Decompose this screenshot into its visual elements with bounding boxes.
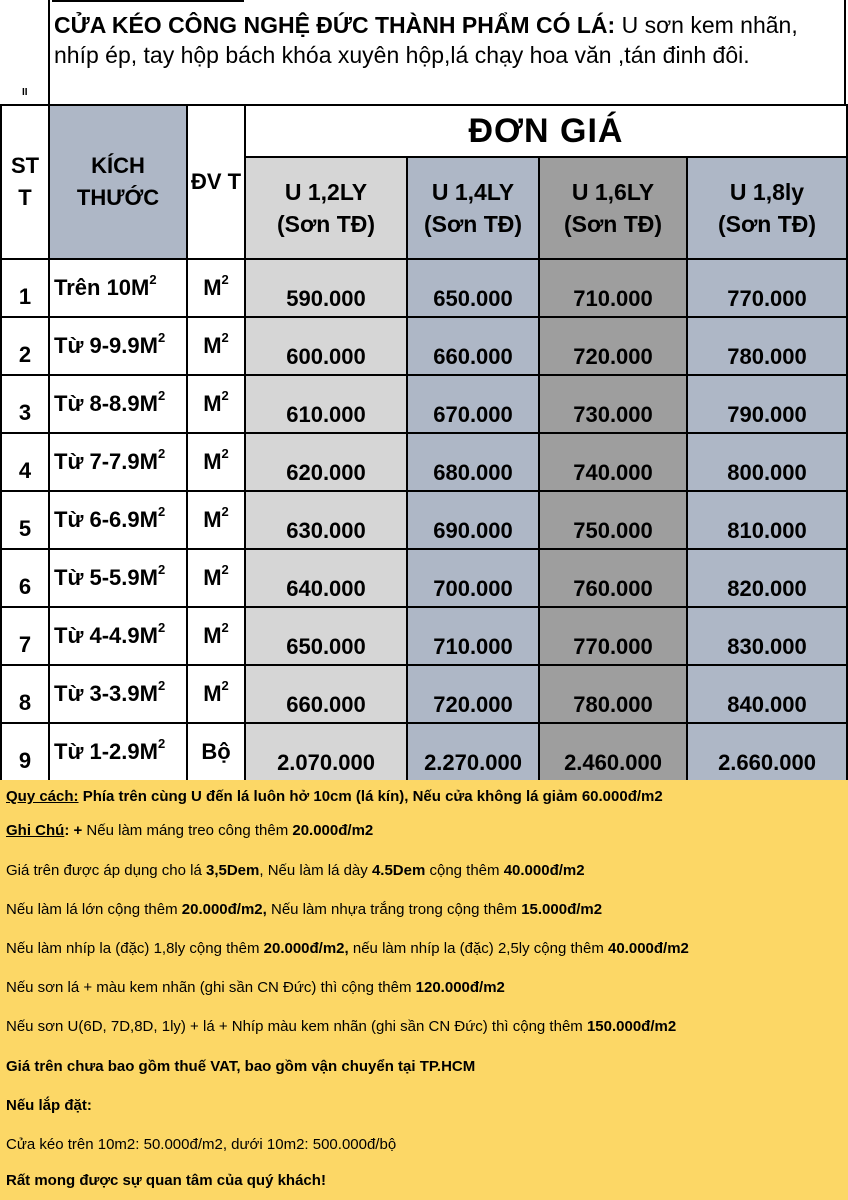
note7-b: 150.000đ/m2 — [586, 1018, 677, 1035]
table-row — [1, 607, 847, 665]
row-price-4: 820.000 — [687, 549, 847, 607]
row-price-3: 770.000 — [539, 607, 687, 665]
header-unit: ĐV T — [187, 105, 245, 259]
row-price-1: 640.000 — [245, 549, 407, 607]
price-table — [0, 104, 848, 782]
row-stt: 9 — [1, 723, 49, 781]
header-col-3-line2: (Sơn TĐ) — [563, 211, 663, 237]
row-size — [49, 607, 187, 665]
row-size — [49, 375, 187, 433]
header-col-1-line1: U 1,2LY — [284, 179, 368, 205]
table-row — [1, 375, 847, 433]
product-title-rest: U sơn kem nhãn, nhíp ép, tay hộp bách khóa xuyên hộp,lá chạy hoa văn ,tán đinh đôi. — [54, 12, 798, 68]
row-unit — [187, 723, 245, 781]
row-price-3: 780.000 — [539, 665, 687, 723]
note-large-leaf — [6, 901, 602, 918]
note5-b: 20.000đ/m2, — [263, 940, 349, 957]
header-col-4 — [687, 157, 847, 259]
row-unit-sup: 2 — [221, 504, 229, 519]
note-spec-text: Phía trên cùng U đến lá luôn hở 10cm (lá kín), Nếu cửa không lá giảm 60.000đ/m2 — [78, 788, 663, 805]
table-row — [1, 433, 847, 491]
note3-a: Giá trên được áp dụng cho lá — [6, 862, 206, 879]
row-size-text: Từ 9-9.9M — [54, 333, 158, 358]
header-col-2-line2: (Sơn TĐ) — [423, 211, 523, 237]
table-row — [1, 723, 847, 781]
header-col-1 — [245, 157, 407, 259]
row-price-3: 2.460.000 — [539, 723, 687, 781]
header-col-3 — [539, 157, 687, 259]
row-unit-text: M — [203, 391, 222, 416]
row-size-sup: 2 — [157, 504, 166, 519]
note3-c: , Nếu làm lá dày — [259, 862, 372, 879]
row-price-3: 760.000 — [539, 549, 687, 607]
row-price-4: 810.000 — [687, 491, 847, 549]
header-col-1-line2: (Sơn TĐ) — [276, 211, 376, 237]
note-spec — [6, 788, 663, 805]
row-price-4: 2.660.000 — [687, 723, 847, 781]
row-stt: 6 — [1, 549, 49, 607]
row-size-sup: 2 — [157, 736, 166, 751]
row-price-1: 660.000 — [245, 665, 407, 723]
row-stt: 2 — [1, 317, 49, 375]
row-stt: 1 — [1, 259, 49, 317]
row-size-text: Trên 10M — [54, 275, 150, 300]
note5-c: nếu làm nhíp la (đặc) 2,5ly cộng thêm — [348, 940, 609, 957]
product-title-bold: CỬA KÉO CÔNG NGHỆ ĐỨC THÀNH PHẨM CÓ LÁ: — [54, 12, 616, 38]
row-price-4: 790.000 — [687, 375, 847, 433]
note-remark — [6, 822, 373, 839]
row-price-1: 590.000 — [245, 259, 407, 317]
row-stt: 4 — [1, 433, 49, 491]
row-size-sup: 2 — [157, 678, 166, 693]
row-unit — [187, 549, 245, 607]
table-row — [1, 665, 847, 723]
row-stt: 8 — [1, 665, 49, 723]
note4-b: 20.000đ/m2, — [181, 901, 267, 918]
row-price-2: 690.000 — [407, 491, 539, 549]
title-row — [0, 0, 846, 106]
row-size-sup: 2 — [157, 446, 166, 461]
row-size — [49, 665, 187, 723]
table-row — [1, 549, 847, 607]
note-remark-b: Nếu làm máng treo công thêm — [86, 822, 293, 839]
row-price-2: 720.000 — [407, 665, 539, 723]
note-leaf-thickness — [6, 862, 585, 879]
row-price-4: 840.000 — [687, 665, 847, 723]
header-col-3-line1: U 1,6LY — [571, 179, 655, 205]
row-unit — [187, 317, 245, 375]
note7-a: Nếu sơn U(6D, 7D,8D, 1ly) + lá + Nhíp màu kem nhãn (ghi sần CN Đức) thì cộng thêm — [6, 1018, 587, 1035]
row-stt: 7 — [1, 607, 49, 665]
row-unit-sup: 2 — [221, 272, 229, 287]
header-col-2-line1: U 1,4LY — [431, 179, 515, 205]
header-unit-price: ĐƠN GIÁ — [245, 105, 847, 157]
note-paint-leaf — [6, 979, 505, 996]
row-price-3: 740.000 — [539, 433, 687, 491]
row-unit — [187, 259, 245, 317]
row-size-sup: 2 — [157, 388, 166, 403]
row-size-text: Từ 7-7.9M — [54, 449, 158, 474]
note-remark-a: : + — [64, 822, 87, 839]
note-thanks — [6, 1172, 326, 1189]
row-price-1: 610.000 — [245, 375, 407, 433]
note-spec-label: Quy cách: — [6, 788, 79, 805]
note5-a: Nếu làm nhíp la (đặc) 1,8ly cộng thêm — [6, 940, 264, 957]
product-title — [54, 10, 840, 70]
row-unit-text: Bộ — [201, 739, 231, 764]
header-col-2 — [407, 157, 539, 259]
row-price-4: 830.000 — [687, 607, 847, 665]
row-unit-text: M — [203, 681, 222, 706]
row-size-text: Từ 3-3.9M — [54, 681, 158, 706]
title-left-cell — [0, 0, 50, 104]
row-price-2: 670.000 — [407, 375, 539, 433]
note3-d: 4.5Dem — [371, 862, 426, 879]
row-size — [49, 317, 187, 375]
row-price-4: 770.000 — [687, 259, 847, 317]
row-price-1: 630.000 — [245, 491, 407, 549]
row-unit-sup: 2 — [221, 620, 229, 635]
row-size — [49, 259, 187, 317]
table-row — [1, 317, 847, 375]
table-row — [1, 491, 847, 549]
note6-a: Nếu sơn lá + màu kem nhãn (ghi sần CN Đức) thì cộng thêm — [6, 979, 416, 996]
note4-a: Nếu làm lá lớn cộng thêm — [6, 901, 182, 918]
row-unit — [187, 375, 245, 433]
note-install-text: Nếu lắp đặt: — [6, 1097, 92, 1114]
row-size-text: Từ 4-4.9M — [54, 623, 158, 648]
row-size-sup: 2 — [157, 620, 166, 635]
header-col-4-line1: U 1,8ly — [729, 179, 805, 205]
row-size-text: Từ 1-2.9M — [54, 739, 158, 764]
row-size-text: Từ 5-5.9M — [54, 565, 158, 590]
row-price-3: 730.000 — [539, 375, 687, 433]
row-unit-text: M — [203, 333, 222, 358]
row-size — [49, 491, 187, 549]
row-price-3: 710.000 — [539, 259, 687, 317]
row-stt: 3 — [1, 375, 49, 433]
note-paint-all — [6, 1018, 676, 1035]
row-unit — [187, 433, 245, 491]
row-unit-text: M — [203, 507, 222, 532]
row-price-3: 750.000 — [539, 491, 687, 549]
header-stt: ST T — [1, 105, 49, 259]
row-price-1: 620.000 — [245, 433, 407, 491]
row-unit-text: M — [203, 449, 222, 474]
row-price-2: 660.000 — [407, 317, 539, 375]
row-size — [49, 433, 187, 491]
row-unit — [187, 665, 245, 723]
table-row — [1, 259, 847, 317]
row-unit-sup: 2 — [221, 446, 229, 461]
row-size — [49, 549, 187, 607]
note-install-price-text: Cửa kéo trên 10m2: 50.000đ/m2, dưới 10m2: 500.000đ/bộ — [6, 1136, 397, 1153]
note-install-price — [6, 1136, 396, 1153]
row-price-2: 700.000 — [407, 549, 539, 607]
header-col-4-line2: (Sơn TĐ) — [717, 211, 817, 237]
row-price-2: 2.270.000 — [407, 723, 539, 781]
note-vat-text: Giá trên chưa bao gồm thuế VAT, bao gồm vận chuyển tại TP.HCM — [6, 1058, 476, 1075]
row-price-1: 600.000 — [245, 317, 407, 375]
row-price-3: 720.000 — [539, 317, 687, 375]
row-size-text: Từ 6-6.9M — [54, 507, 158, 532]
row-unit — [187, 491, 245, 549]
header-size: KÍCH THƯỚC — [49, 105, 187, 259]
note3-f: 40.000đ/m2 — [503, 862, 585, 879]
note-clip — [6, 940, 689, 957]
note-remark-c: 20.000đ/m2 — [292, 822, 374, 839]
title-left-mark: II — [22, 87, 28, 98]
row-unit-sup: 2 — [221, 330, 229, 345]
note4-c: Nếu làm nhựa trắng trong cộng thêm — [266, 901, 522, 918]
note-remark-label: Ghi Chú — [6, 822, 65, 839]
row-unit-sup: 2 — [221, 388, 229, 403]
note-install — [6, 1097, 92, 1114]
note-thanks-text: Rất mong được sự quan tâm của quý khách! — [6, 1172, 326, 1189]
row-price-1: 650.000 — [245, 607, 407, 665]
note3-e: cộng thêm — [425, 862, 504, 879]
row-stt: 5 — [1, 491, 49, 549]
row-size-text: Từ 8-8.9M — [54, 391, 158, 416]
row-size-sup: 2 — [149, 272, 157, 287]
row-unit — [187, 607, 245, 665]
row-size-sup: 2 — [157, 330, 166, 345]
row-unit-text: M — [203, 623, 222, 648]
note6-b: 120.000đ/m2 — [415, 979, 505, 996]
note-vat — [6, 1058, 475, 1075]
row-price-2: 680.000 — [407, 433, 539, 491]
row-price-4: 780.000 — [687, 317, 847, 375]
row-unit-text: M — [203, 275, 222, 300]
notes-panel — [0, 780, 848, 1200]
note3-b: 3,5Dem — [206, 862, 260, 879]
row-size-sup: 2 — [157, 562, 166, 577]
row-unit-sup: 2 — [221, 678, 229, 693]
row-price-2: 650.000 — [407, 259, 539, 317]
note4-d: 15.000đ/m2 — [521, 901, 603, 918]
row-price-4: 800.000 — [687, 433, 847, 491]
row-price-1: 2.070.000 — [245, 723, 407, 781]
row-price-2: 710.000 — [407, 607, 539, 665]
row-unit-sup: 2 — [221, 562, 229, 577]
note5-d: 40.000đ/m2 — [608, 940, 689, 957]
row-size — [49, 723, 187, 781]
row-unit-text: M — [203, 565, 222, 590]
